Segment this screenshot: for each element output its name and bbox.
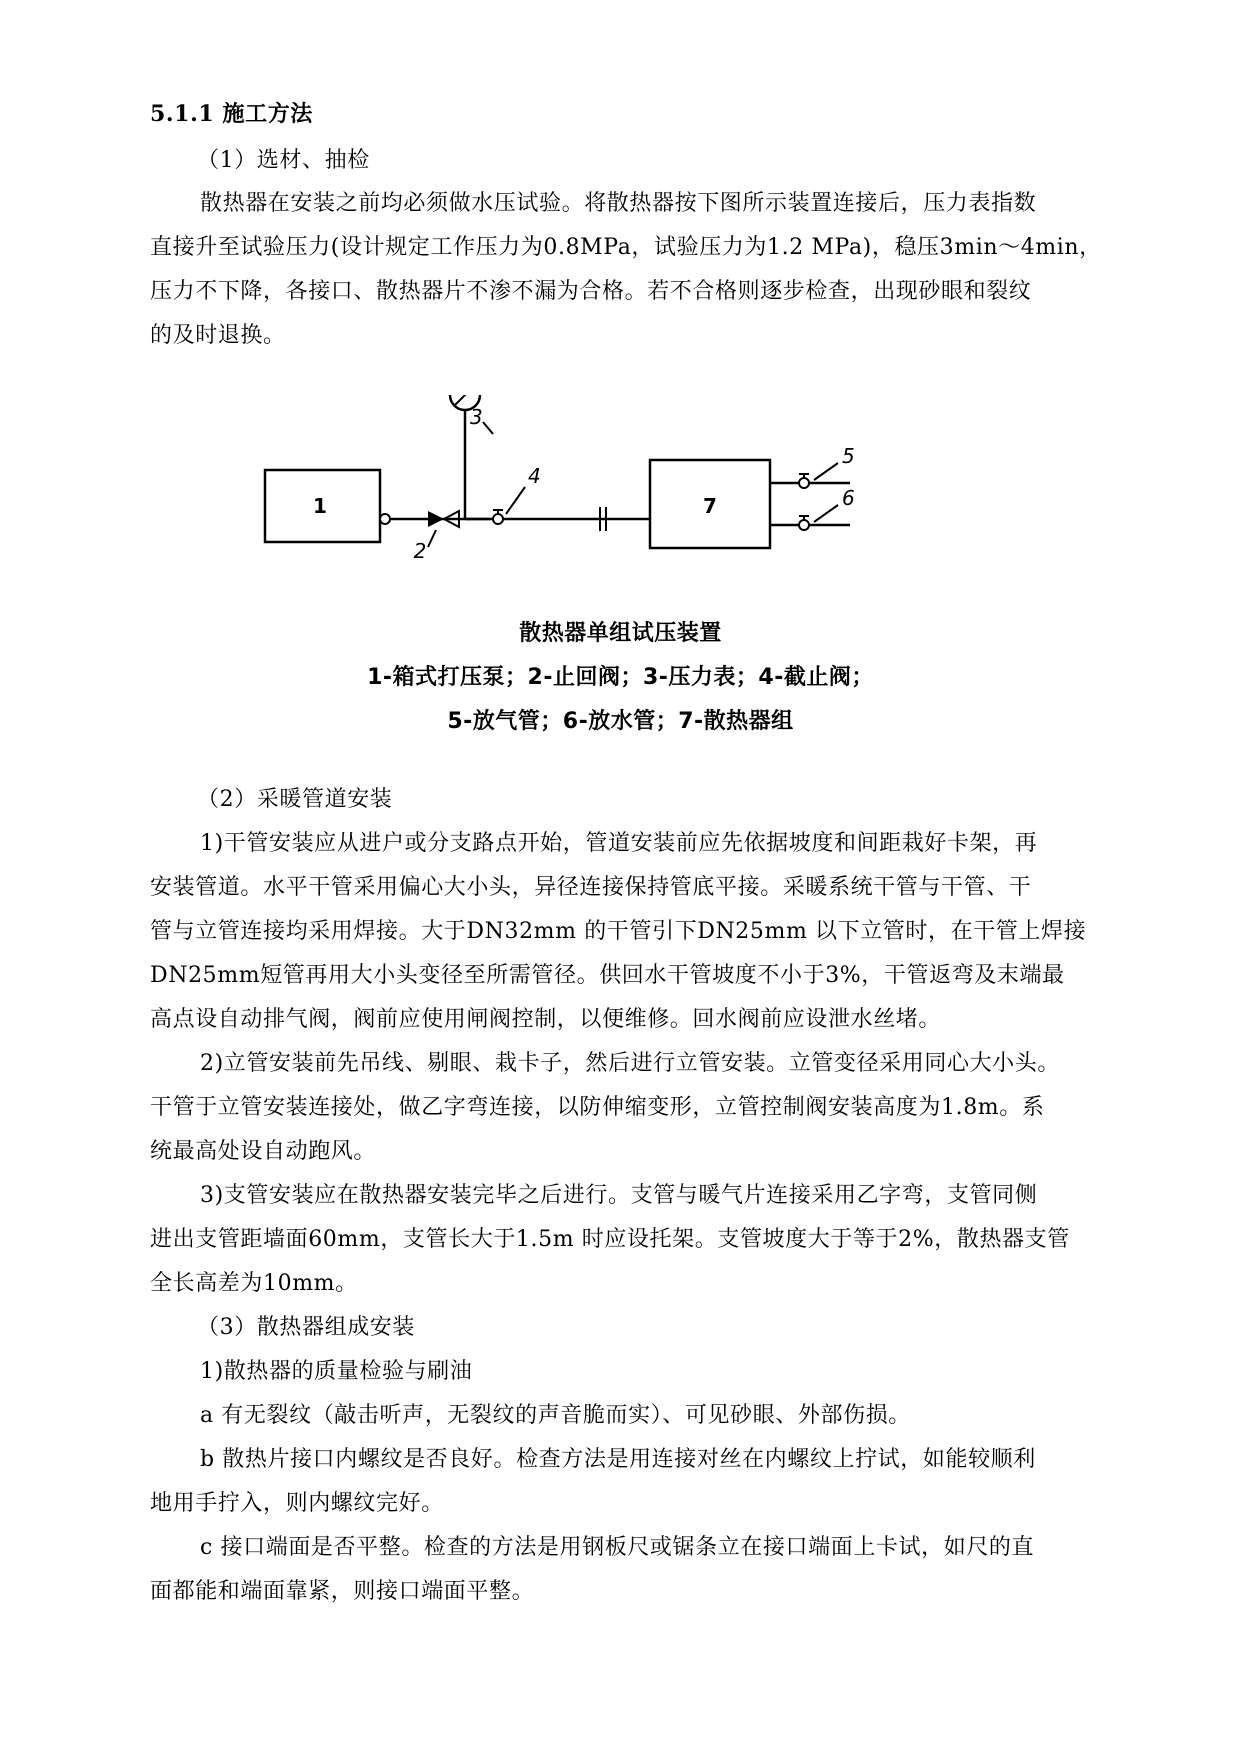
label-1: 1 xyxy=(313,494,327,518)
drain-valve-icon xyxy=(799,520,809,530)
list-item-b: b 散热片接口内螺纹是否良好。检查方法是用连接对丝在内螺纹上拧试，如能较顺利 xyxy=(200,1447,1036,1472)
leader-6 xyxy=(814,505,838,522)
paragraph-line: 2)立管安装前先吊线、剔眼、栽卡子，然后进行立管安装。立管变径采用同心大小头。 xyxy=(200,1051,1060,1076)
subsection-title-3: （3）散热器组成安装 xyxy=(197,1315,415,1340)
paragraph-line: 的及时退换。 xyxy=(150,323,286,348)
pump-outlet xyxy=(380,514,390,524)
label-7: 7 xyxy=(703,494,717,518)
paragraph-line: 安装管道。水平干管采用偏心大小头，异径连接保持管底平接。采暖系统干管与干管、干 xyxy=(150,875,1032,900)
paragraph-line: 压力不下降，各接口、散热器片不渗不漏为合格。若不合格则逐步检查，出现砂眼和裂纹 xyxy=(150,279,1032,304)
paragraph-line: 管与立管连接均采用焊接。大于DN32mm 的干管引下DN25mm 以下立管时，在干管上焊接 xyxy=(150,919,1087,944)
paragraph-line: 干管于立管安装连接处，做乙字弯连接，以防伸缩变形，立管控制阀安装高度为1.8m。系 xyxy=(150,1095,1045,1120)
vent-valve-icon xyxy=(799,478,809,488)
check-valve-icon xyxy=(428,511,444,527)
figure-title: 散热器单组试压装置 xyxy=(519,621,722,646)
subsection-title-2: （2）采暖管道安装 xyxy=(197,787,393,812)
section-heading: 5.1.1 施工方法 xyxy=(150,101,313,127)
list-item-c: c 接口端面是否平整。检查的方法是用钢板尺或锯条立在接口端面上卡试，如尺的直 xyxy=(200,1535,1035,1560)
list-item-a: a 有无裂纹（敲击听声，无裂纹的声音脆而实）、可见砂眼、外部伤损。 xyxy=(200,1403,911,1428)
pressure-test-diagram xyxy=(230,395,990,585)
list-item-b-cont: 地用手拧入，则内螺纹完好。 xyxy=(150,1491,444,1516)
paragraph-line: 统最高处设自动跑风。 xyxy=(150,1139,377,1164)
leader-2 xyxy=(428,530,436,547)
label-6: 6 xyxy=(842,486,855,510)
paragraph-line: 进出支管距墙面60mm，支管长大于1.5m 时应设托架。支管坡度大于等于2%，散热器支管 xyxy=(150,1227,1070,1252)
figure-legend-2: 5-放气管；6-放水管；7-散热器组 xyxy=(447,709,794,734)
paragraph-line: 3)支管安装应在散热器安装完毕之后进行。支管与暖气片连接采用乙字弯，支管同侧 xyxy=(200,1183,1038,1208)
leader-4 xyxy=(506,487,525,514)
label-3: 3 xyxy=(470,405,483,429)
paragraph-line: DN25mm短管再用大小头变径至所需管径。供回水干管坡度不小于3%，干管返弯及末端最 xyxy=(150,963,1065,988)
leader-5 xyxy=(814,463,838,480)
paragraph-line: 1)干管安装应从进户或分支路点开始，管道安装前应先依据坡度和间距栽好卡架，再 xyxy=(200,831,1038,856)
figure-legend-1: 1-箱式打压泵；2-止回阀；3-压力表；4-截止阀； xyxy=(367,665,874,690)
paragraph-line: 全长高差为10mm。 xyxy=(150,1271,358,1296)
label-2: 2 xyxy=(413,539,427,563)
subsection-title-1: （1）选材、抽检 xyxy=(197,148,370,173)
label-4: 4 xyxy=(528,464,541,488)
list-item-c-cont: 面都能和端面靠紧，则接口端面平整。 xyxy=(150,1579,535,1604)
stop-valve-icon xyxy=(493,514,503,524)
paragraph-line: 直接升至试验压力(设计规定工作压力为0.8MPa，试验压力为1.2 MPa)，稳压3min～4min， xyxy=(150,235,1102,260)
label-3-callout xyxy=(455,400,525,450)
paragraph-line: 高点设自动排气阀，阀前应使用闸阀控制，以便维修。回水阀前应设泄水丝堵。 xyxy=(150,1007,942,1032)
leader-3 xyxy=(483,422,493,434)
list-item-1: 1)散热器的质量检验与刷油 xyxy=(200,1359,473,1384)
paragraph-line: 散热器在安装之前均必须做水压试验。将散热器按下图所示装置连接后，压力表指数 xyxy=(200,191,1037,216)
label-5: 5 xyxy=(842,444,855,468)
